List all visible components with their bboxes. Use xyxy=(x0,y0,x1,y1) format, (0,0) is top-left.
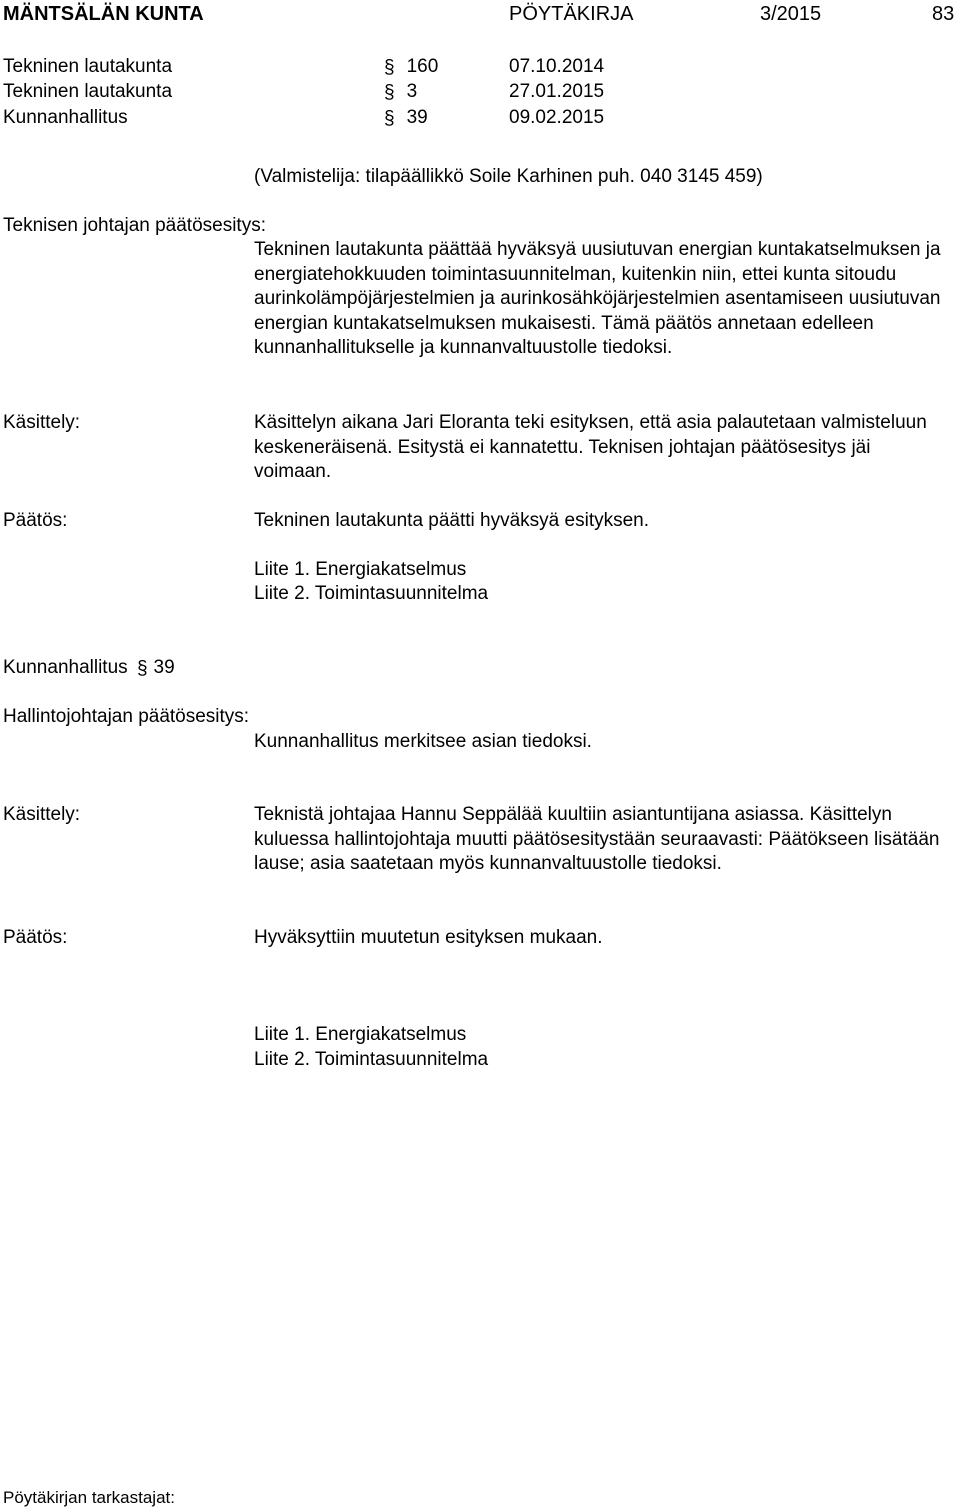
proposal-text: Kunnanhallitus merkitsee asian tiedoksi. xyxy=(254,731,592,752)
page-number: 83 xyxy=(932,3,955,25)
handling-label: Käsittely: xyxy=(3,804,81,825)
municipality-name: MÄNTSÄLÄN KUNTA xyxy=(3,3,204,25)
proposal-text: Tekninen lautakunta päättää hyväksyä uusiutuvan energian kuntakatselmuksen ja energiatehokkuuden toimintasuunnitelman, kuitenkin niin, ettei kunta sitoudu aurinkolämpöjärjestelmien ja aurinkosähköjärjestelmien asentamiseen uusiutuvan energian kuntakatselmuksen mukaisesti. Tämä päätös annetaan edelleen kunnanhallitukselle ja kunnanvaltuustolle tiedoksi. xyxy=(254,239,941,359)
reference-body: Kunnanhallitus xyxy=(3,107,128,128)
reference-section: § 39 xyxy=(384,107,428,129)
board-heading: Kunnanhallitus § 39 xyxy=(3,657,175,679)
decision-label: Päätös: xyxy=(3,927,68,948)
section-symbol: § xyxy=(384,108,395,129)
attachment-1: Liite 1. Energiakatselmus xyxy=(254,559,467,580)
section-symbol: § xyxy=(384,57,395,78)
attachment-1: Liite 1. Energiakatselmus xyxy=(254,1024,467,1045)
section-symbol: § xyxy=(136,658,148,679)
reference-body: Tekninen lautakunta xyxy=(3,81,173,102)
document-type: PÖYTÄKIRJA xyxy=(509,3,634,25)
document-issue: 3/2015 xyxy=(760,3,822,25)
handling-text: Teknistä johtajaa Hannu Seppälää kuultiin asiantuntijana asiassa. Käsittelyn kuluessa hallintojohtaja muutti päätösesitystään seuraavasti: Päätökseen lisätään lause; asia saatetaan myös kunnanvaltuustolle tiedoksi. xyxy=(254,804,940,875)
decision-label: Päätös: xyxy=(3,510,68,531)
reference-date: 09.02.2015 xyxy=(509,107,605,128)
proposal-label: Hallintojohtajan päätösesitys: xyxy=(3,706,250,727)
preparer-note: (Valmistelija: tilapäällikkö Soile Karhinen puh. 040 3145 459) xyxy=(254,166,763,187)
reference-body: Tekninen lautakunta xyxy=(3,56,173,77)
attachment-2: Liite 2. Toimintasuunnitelma xyxy=(254,583,489,604)
reference-date: 07.10.2014 xyxy=(509,56,605,77)
reference-section: § 3 xyxy=(384,81,418,103)
decision-text: Tekninen lautakunta päätti hyväksyä esityksen. xyxy=(254,510,650,531)
proposal-label: Teknisen johtajan päätösesitys: xyxy=(3,215,266,236)
attachment-2: Liite 2. Toimintasuunnitelma xyxy=(254,1049,489,1070)
section-symbol: § xyxy=(384,82,395,103)
handling-label: Käsittely: xyxy=(3,412,81,433)
reviewers-label: Pöytäkirjan tarkastajat: xyxy=(3,1488,175,1507)
reference-date: 27.01.2015 xyxy=(509,81,605,102)
decision-text: Hyväksyttiin muutetun esityksen mukaan. xyxy=(254,927,603,948)
reference-section: § 160 xyxy=(384,56,439,78)
handling-text: Käsittelyn aikana Jari Eloranta teki esityksen, että asia palautetaan valmisteluun keskeneräisenä. Esitystä ei kannatettu. Teknisen johtajan päätösesitys jäi voimaan. xyxy=(254,412,927,483)
